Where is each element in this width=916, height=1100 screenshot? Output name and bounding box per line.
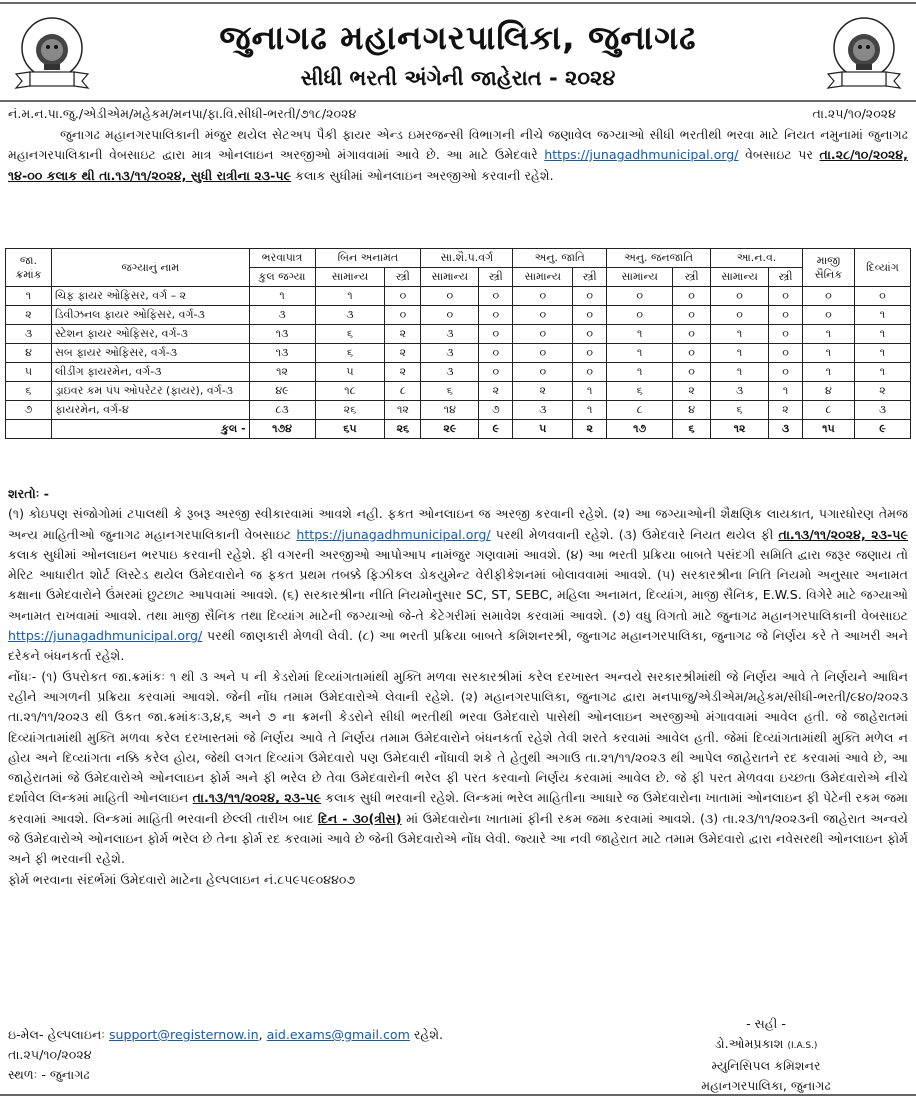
signature-mark: - સહી - bbox=[746, 1016, 786, 1031]
row-value-cell: ૦ bbox=[711, 287, 769, 306]
signatory-service: (I.A.S.) bbox=[787, 1041, 818, 1051]
signature-block bbox=[656, 1014, 876, 1096]
row-value-cell: ૦ bbox=[802, 306, 854, 325]
col-subheader-female: સ્ત્રી bbox=[385, 268, 421, 287]
email-label: ઇ-મેલ- હેલ્પલાઇનઃ bbox=[8, 1027, 105, 1042]
row-value-cell: ૭ bbox=[479, 401, 513, 420]
row-value-cell: ૦ bbox=[479, 325, 513, 344]
row-value-cell: ૩ bbox=[854, 401, 910, 420]
total-cell: ૯ bbox=[854, 420, 910, 439]
signatory-name-text: ડો.ઓમપ્રકાશ bbox=[714, 1036, 784, 1051]
terms-text: (૧) કોઇપણ સંજોગોમાં ટપાલથી કે રૂબરૂ અરજી સ્વીકારવામાં આવશે નહી. ફકત ઓનલાઇન જ અરજી કરવાની રહેશે. (૨) આ જગ્યાઓની શૈક્ષણિક લાયકાત, પગારધોરણ તેમજ અન્ય માહિતીઓ જુનાગઢ મહાનગરપાલિકાની વેબસાઇટ bbox=[8, 506, 908, 542]
col-subheader-general: સામાન્ય bbox=[421, 268, 479, 287]
intro-section bbox=[8, 104, 908, 186]
row-value-cell: ૦ bbox=[769, 287, 803, 306]
row-value-cell: ૩ bbox=[315, 306, 385, 325]
total-cell: ૧૭ bbox=[607, 420, 673, 439]
col-header-group: અનુ. જનજાતિ bbox=[607, 249, 711, 268]
row-value-cell: ૧૨ bbox=[249, 363, 315, 382]
row-value-cell: ૦ bbox=[673, 306, 711, 325]
intro-paragraph bbox=[8, 125, 908, 187]
row-value-cell: ૦ bbox=[385, 306, 421, 325]
notes-text: કલાક સુધી ભરવાની રહેશે. લિન્કમાં ભરેલ માહિતીના આધારે જ ઉમેદવારોના ખાતામાં ઓનલાઇન ફી પેટેની રકમ જમા કરવામાં આવશે. લિન્કમાં માહિતી ભરવાની છેલ્લી તારીખ બાદ bbox=[8, 790, 908, 826]
row-value-cell: ૧૩ bbox=[249, 325, 315, 344]
row-value-cell: ૧ bbox=[854, 306, 910, 325]
row-post-name: લીડીંગ ફાયરમેન, વર્ગ-૩ bbox=[51, 363, 249, 382]
row-post-name: ફાયરમેન, વર્ગ-૪ bbox=[51, 401, 249, 420]
helpline-line: ફોર્મ ભરવાના સંદર્ભમાં ઉમેદવારો માટેના હેલ્પલાઇન નં.૮૫૯૫૯૦૪૪૦૭ bbox=[8, 871, 356, 887]
row-value-cell: ૦ bbox=[673, 363, 711, 382]
row-post-name: ડિવીઝનલ ફાયર ઓફિસર, વર્ગ-૩ bbox=[51, 306, 249, 325]
row-sr-cell: ૨ bbox=[6, 306, 52, 325]
row-post-name: સબ ફાયર ઓફિસર, વર્ગ-૩ bbox=[51, 344, 249, 363]
notes-text: માં ઉમેદવારોના ખાતામાં ફીની રકમ જમા કરવામાં આવશે. (૩) તા.૨૩/૧૧/૨૦૨૩ની જાહેરાત અન્વયે જે ઉમેદવારોએ ઓનલાઇન ફોર્મ ભરેલ છે તેના ફોર્મ રદ કરવામાં આવે છે જેની ઉમેદવારોએ નોંધ લેવી. જ્યારે આ નવી જાહેરાત માટે તમામ ઉમેદવારો દ્વારા નવેસરથી ઓનલાઇન ફોર્મ અને ફી ભરવાની રહેશે. bbox=[8, 810, 908, 867]
top-border bbox=[0, 2, 916, 4]
page-title: જુનાગઢ મહાનગરપાલિકા, જુનાગઢ bbox=[219, 18, 697, 57]
row-value-cell: ૧ bbox=[802, 363, 854, 382]
table-row bbox=[6, 306, 911, 325]
row-value-cell: ૦ bbox=[479, 287, 513, 306]
row-value-cell: ૨ bbox=[385, 344, 421, 363]
total-cell: ૨૯ bbox=[421, 420, 479, 439]
footer-date: તા.૨૫/૧૦/૨૦૨૪ bbox=[8, 1047, 92, 1062]
row-value-cell: ૩ bbox=[421, 344, 479, 363]
row-value-cell: ૦ bbox=[607, 306, 673, 325]
row-value-cell: ૨ bbox=[854, 382, 910, 401]
row-value-cell: ૦ bbox=[573, 306, 607, 325]
col-header-group: સા.શૈ.પ.વર્ગ bbox=[421, 249, 513, 268]
row-value-cell: ૬ bbox=[315, 325, 385, 344]
row-value-cell: ૨ bbox=[769, 401, 803, 420]
page-subtitle: સીધી ભરતી અંગેની જાહેરાત - ૨૦૨૪ bbox=[300, 66, 616, 90]
row-value-cell: ૦ bbox=[421, 287, 479, 306]
email-suffix: રહેશે. bbox=[413, 1027, 444, 1042]
col-subheader-general: સામાન્ય bbox=[513, 268, 573, 287]
terms-text: કલાક સુધીમાં ઓનલાઇન ભરપાઇ કરવાની રહેશે. ફી વગરની અરજીઓ આપોઆપ નામંજુર ગણવામાં આવશે. (૪) આ ભરતી પ્રક્રિયા બાબતે પસંદગી સમિતિ દ્વારા જરૂર જણાય તો મેરિટ આધારીત શોર્ટ લિસ્ટેડ થયેલ ઉમેદવારોને જ ફકત પ્રથમ તબક્કે ફિઝીકલ ડોકયુમેન્ટ વેરીફીકેશનમાં બોલાવવામાં આવશે. (૫) સરકારશ્રીના નિતિ નિયમો અનુસાર અનામત કક્ષાના ઉમેદવારોને ઉંમરમાં છુટછાટ આપવામાં આવશે. (૬) સરકારશ્રીના નીતિ નિયમોનુસાર SC, ST, SEBC, મહિલા અનામત, દિવ્યાંગ, માજી સૈનિક, E.W.S. વિગેરે માટે જગ્યાઓ અનામત રાખવામાં આવશે. તથા માજી સૈનિક તથા દિવ્યાંગ માટેની જગ્યાઓ જે-તે કેટેગરીમાં સમાવેશ કરવામાં આવશે. (૭) વધુ વિગતો માટે જુનાગઢ મહાનગરપાલિકાની વેબસાઇટ bbox=[8, 546, 908, 623]
email-separator: , bbox=[258, 1027, 263, 1042]
row-value-cell: ૨૬ bbox=[315, 401, 385, 420]
row-value-cell: ૪૯ bbox=[249, 382, 315, 401]
row-value-cell: ૦ bbox=[769, 363, 803, 382]
col-header-total: ભરવાપાત્ર bbox=[249, 249, 315, 268]
total-cell: ૧૨ bbox=[711, 420, 769, 439]
total-cell: ૬ bbox=[673, 420, 711, 439]
website-link[interactable]: https://junagadhmunicipal.org/ bbox=[544, 147, 739, 162]
row-value-cell: ૧ bbox=[573, 382, 607, 401]
row-value-cell: ૦ bbox=[769, 325, 803, 344]
row-value-cell: ૧ bbox=[315, 287, 385, 306]
row-value-cell: ૦ bbox=[711, 306, 769, 325]
row-value-cell: ૧ bbox=[802, 344, 854, 363]
row-value-cell: ૧ bbox=[854, 325, 910, 344]
total-cell: ૬૫ bbox=[315, 420, 385, 439]
refund-deadline: તા.૧૩/૧૧/૨૦૨૪, ૨૩-૫૯ bbox=[192, 790, 322, 806]
row-value-cell: ૧૩ bbox=[249, 344, 315, 363]
website-link[interactable]: https://junagadhmunicipal.org/ bbox=[8, 628, 203, 644]
table-row bbox=[6, 325, 911, 344]
row-value-cell: ૧ bbox=[607, 363, 673, 382]
row-value-cell: ૦ bbox=[573, 363, 607, 382]
row-value-cell: ૨ bbox=[513, 382, 573, 401]
total-cell: ૩ bbox=[769, 420, 803, 439]
row-value-cell: ૦ bbox=[479, 344, 513, 363]
table-row bbox=[6, 401, 911, 420]
row-value-cell: ૬ bbox=[315, 344, 385, 363]
row-value-cell: ૦ bbox=[385, 287, 421, 306]
row-value-cell: ૦ bbox=[769, 306, 803, 325]
row-value-cell: ૬ bbox=[607, 382, 673, 401]
intro-text: કલાક સુધીમાં ઓનલાઇન અરજીઓ કરવાની રહેશે. bbox=[295, 167, 554, 183]
row-value-cell: ૦ bbox=[769, 344, 803, 363]
row-value-cell: ૨ bbox=[385, 363, 421, 382]
email-link[interactable]: support@registernow.in bbox=[109, 1027, 259, 1042]
terms-section bbox=[8, 484, 908, 890]
total-cell: ૨૬ bbox=[385, 420, 421, 439]
row-value-cell: ૦ bbox=[673, 344, 711, 363]
row-value-cell: ૧ bbox=[711, 363, 769, 382]
reference-number: નં.મ.ન.પા.જુ./એડીએમ/મહેકમ/મનપા/ફા.વિ.સીધી-ભરતી/૭૧૮/૨૦૨૪ bbox=[8, 106, 357, 121]
terms-heading: શરતોઃ - bbox=[8, 486, 49, 501]
row-value-cell: ૧ bbox=[769, 382, 803, 401]
row-value-cell: ૧ bbox=[249, 287, 315, 306]
row-value-cell: ૦ bbox=[513, 306, 573, 325]
col-header-group: આ.ન.વ. bbox=[711, 249, 803, 268]
col-header-group: અનુ. જાતિ bbox=[513, 249, 607, 268]
col-subheader-general: સામાન્ય bbox=[315, 268, 385, 287]
total-cell: ૫ bbox=[513, 420, 573, 439]
total-cell: ૧૭૪ bbox=[249, 420, 315, 439]
signatory-office: મહાનગરપાલિકા, જુનાગઢ bbox=[701, 1078, 831, 1093]
vacancy-table bbox=[5, 248, 911, 439]
table-total-row bbox=[6, 420, 911, 439]
terms-paragraph bbox=[8, 504, 908, 666]
row-value-cell: ૩ bbox=[421, 325, 479, 344]
row-value-cell: ૬ bbox=[711, 401, 769, 420]
row-value-cell: ૧ bbox=[711, 344, 769, 363]
row-value-cell: ૦ bbox=[802, 287, 854, 306]
row-value-cell: ૦ bbox=[607, 287, 673, 306]
row-value-cell: ૧ bbox=[854, 363, 910, 382]
table-row bbox=[6, 344, 911, 363]
intro-text: વેબસાઇટ પર bbox=[745, 147, 813, 162]
terms-text: પરથી મેળવવાની રહેશે. (૩) ઉમેદવારે નિયત થયેલ ફી bbox=[495, 526, 774, 542]
row-value-cell: ૧૮ bbox=[315, 382, 385, 401]
row-value-cell: ૧ bbox=[607, 325, 673, 344]
row-value-cell: ૮૩ bbox=[249, 401, 315, 420]
total-cell: ૧૫ bbox=[802, 420, 854, 439]
table-row bbox=[6, 287, 911, 306]
header-divider bbox=[0, 100, 916, 102]
row-value-cell: ૨ bbox=[673, 382, 711, 401]
row-value-cell: ૦ bbox=[513, 344, 573, 363]
col-subheader-female: સ્ત્રી bbox=[479, 268, 513, 287]
row-value-cell: ૮ bbox=[385, 382, 421, 401]
row-sr-cell: ૧ bbox=[6, 287, 52, 306]
row-sr-cell: ૬ bbox=[6, 382, 52, 401]
footer-place: સ્થળઃ - જુનાગઢ bbox=[8, 1067, 90, 1082]
row-post-name: ડ્રાઇવર કમ પંપ ઓપરેટર (ફાયર), વર્ગ-૩ bbox=[51, 382, 249, 401]
col-subheader-female: સ્ત્રી bbox=[769, 268, 803, 287]
row-post-name: સ્ટેશન ફાયર ઓફિસર, વર્ગ-૩ bbox=[51, 325, 249, 344]
total-cell: ૯ bbox=[479, 420, 513, 439]
table-row bbox=[6, 382, 911, 401]
terms-text: પરથી જાણકારી મેળવી લેવી. (૮) આ ભરતી પ્રક્રિયા બાબતે કમિશનરશ્રી, જુનાગઢ મહાનગરપાલિકા, જુનાગઢ જે નિર્ણય કરે તે આખરી અને દરેકને બંધનકર્તા રહેશે. bbox=[8, 628, 908, 664]
row-value-cell: ૪ bbox=[673, 401, 711, 420]
total-cell: ૨ bbox=[573, 420, 607, 439]
row-value-cell: ૬ bbox=[421, 382, 479, 401]
row-value-cell: ૨ bbox=[479, 382, 513, 401]
row-sr-cell: ૭ bbox=[6, 401, 52, 420]
col-header-ex-servicemen: માજી સૈનિક bbox=[802, 249, 854, 287]
row-value-cell: ૧૪ bbox=[421, 401, 479, 420]
row-sr-cell: ૪ bbox=[6, 344, 52, 363]
total-label: કુલ - bbox=[51, 420, 249, 439]
application-deadline: તા.૨૮/૧૦/૨૦૨૪, ૧૪-૦૦ કલાક થી તા.૧૩/૧૧/૨૦૨૪, સુધી રાત્રીના ૨૩-૫૯ bbox=[8, 147, 908, 183]
table-row bbox=[6, 363, 911, 382]
row-value-cell: ૧ bbox=[573, 401, 607, 420]
row-value-cell: ૫ bbox=[315, 363, 385, 382]
row-value-cell: ૦ bbox=[513, 287, 573, 306]
row-value-cell: ૩ bbox=[249, 306, 315, 325]
row-value-cell: ૧ bbox=[854, 344, 910, 363]
row-value-cell: ૨ bbox=[385, 325, 421, 344]
row-value-cell: ૮ bbox=[607, 401, 673, 420]
col-subheader-female: સ્ત્રી bbox=[573, 268, 607, 287]
table-header-row bbox=[6, 249, 911, 268]
row-value-cell: ૦ bbox=[673, 287, 711, 306]
col-header-post: જગ્યાનું નામ bbox=[51, 249, 249, 287]
bottom-border bbox=[0, 1094, 916, 1096]
row-value-cell: ૦ bbox=[573, 287, 607, 306]
row-value-cell: ૦ bbox=[479, 363, 513, 382]
fee-deadline: તા.૧૩/૧૧/૨૦૨૪, ૨૩-૫૯ bbox=[778, 526, 908, 542]
row-value-cell: ૦ bbox=[573, 344, 607, 363]
col-header-group: બિન અનામત bbox=[315, 249, 421, 268]
row-sr-cell: ૫ bbox=[6, 363, 52, 382]
refund-days: દિન - ૩૦(ત્રીસ) bbox=[318, 810, 402, 826]
col-header-disabled: દિવ્યાંગ bbox=[854, 249, 910, 287]
row-value-cell: ૧ bbox=[607, 344, 673, 363]
notes-text: નોંધઃ- (૧) ઉપરોકત જા.ક્રમાંકઃ ૧ થી ૩ અને ૫ ની કેડરોમાં દિવ્યાંગતામાંથી મુક્તિ મળવા સરકારશ્રીમાં કરેલ દરખાસ્ત અન્વયે સરકારશ્રીમાંથી જે નિર્ણય આવે તે નિર્ણયને આધિન રહીને આગળની પ્રક્રિયા કરવામાં આવશે. જેની નોંધ તમામ ઉમેદવારોએ લેવાની રહેશે. (૨) મહાનગરપાલિકા, જુનાગઢ દ્વારા મનપાજુ/એડીએમ/મહેકમ/સીધી-ભરતી/૯૪૦/૨૦૨૩ તા.૨૧/૧૧/૨૦૨૩ થી ઉકત જા.ક્રમાંકઃ૩,૪,૬ અને ૭ ના ક્રમની કેડરોને સીધી ભરતીથી ભરવા ઉમેદવારો પાસેથી ઓનલાઇન અરજીઓ મંગાવવામાં આવેલ હતી. જે જાહેરાતમાં દિવ્યાંગતામાંથી મુક્તિ મળવા કરેલ દરખાસ્તમાં જે નિર્ણય આવે તે નિર્ણય તમામ ઉમેદવારોને બંધનકર્તા રહેશે તેવી શરતે કરવામાં આવેલ હતી. જેમાં દિવ્યાંગતામાંથી મુક્તિ મળેલ ન હોય અને દિવ્યાંગતા નક્કિ કરેલ હોય, જેથી લગત દિવ્યાંગ ઉમેદવારો પણ ઉમેદવારી નોંધાવી શકે તે હેતુથી અગાઉ તા.૨૧/૧૧/૨૦૨૩ થી આપેલ જાહેરાતને રદ કરવામાં આવે છે, આ જાહેરાતમાં જે ઉમેદવારોએ ઓનલાઇન ફોર્મ અને ફી ભરેલ છે તેવા ઉમેદવારોની ભરેલ ફી પરત કરવાનો નિર્ણય કરવામાં આવેલ છે. જે ફી પરત મેળવવા ઇચ્છતા ઉમેદવારોએ નીચે દર્શાવેલ લિન્કમાં માહિતી ઓનલાઇન bbox=[8, 668, 908, 806]
signatory-name bbox=[656, 1034, 876, 1056]
row-value-cell: ૩ bbox=[513, 401, 573, 420]
row-sr-cell: ૩ bbox=[6, 325, 52, 344]
row-value-cell: ૦ bbox=[479, 306, 513, 325]
row-value-cell: ૧૨ bbox=[385, 401, 421, 420]
intro-text: જુનાગઢ મહાનગરપાલિકાની મંજુર થયેલ સેટઅપ પૈકી ફાયર એન્ડ ઇમરજન્સી વિભાગની નીચે જણાવેલ જગ્યાઓ સીધી ભરતીથી ભરવા માટે નિયત નમુનામાં જુનાગઢ મહાનગરપાલિકાની વેબસાઇટ દ્વારા માત્ર ઓનલાઇન અરજીઓ મંગાવવામાં આવે છે. આ માટે ઉમેદવારે bbox=[8, 126, 908, 162]
row-value-cell: ૧ bbox=[711, 325, 769, 344]
col-subheader-general: સામાન્ય bbox=[607, 268, 673, 287]
website-link[interactable]: https://junagadhmunicipal.org/ bbox=[296, 526, 491, 542]
row-value-cell: ૦ bbox=[513, 363, 573, 382]
notice-date: તા.૨૫/૧૦/૨૦૨૪ bbox=[812, 106, 896, 121]
row-value-cell: ૦ bbox=[421, 306, 479, 325]
row-value-cell: ૩ bbox=[421, 363, 479, 382]
row-value-cell: ૮ bbox=[802, 401, 854, 420]
email-link[interactable]: aid.exams@gmail.com bbox=[266, 1027, 410, 1042]
col-subheader-general: સામાન્ય bbox=[711, 268, 769, 287]
row-value-cell: ૦ bbox=[513, 325, 573, 344]
col-subheader-female: સ્ત્રી bbox=[673, 268, 711, 287]
row-value-cell: ૩ bbox=[711, 382, 769, 401]
notes-paragraph bbox=[8, 667, 908, 870]
signatory-designation: મ્યુનિસિપલ કમિશનર bbox=[711, 1058, 821, 1073]
col-header-sr: જા. ક્રમાંક bbox=[6, 249, 52, 287]
total-empty-cell bbox=[6, 420, 52, 439]
row-value-cell: ૧ bbox=[802, 325, 854, 344]
row-value-cell: ૦ bbox=[854, 287, 910, 306]
col-header-total-posts: કુલ જગ્યા bbox=[249, 268, 315, 287]
row-value-cell: ૪ bbox=[802, 382, 854, 401]
letterhead bbox=[0, 6, 916, 100]
row-value-cell: ૦ bbox=[573, 325, 607, 344]
row-post-name: ચિફ ફાયર ઓફિસર, વર્ગ – ૨ bbox=[51, 287, 249, 306]
row-value-cell: ૦ bbox=[673, 325, 711, 344]
